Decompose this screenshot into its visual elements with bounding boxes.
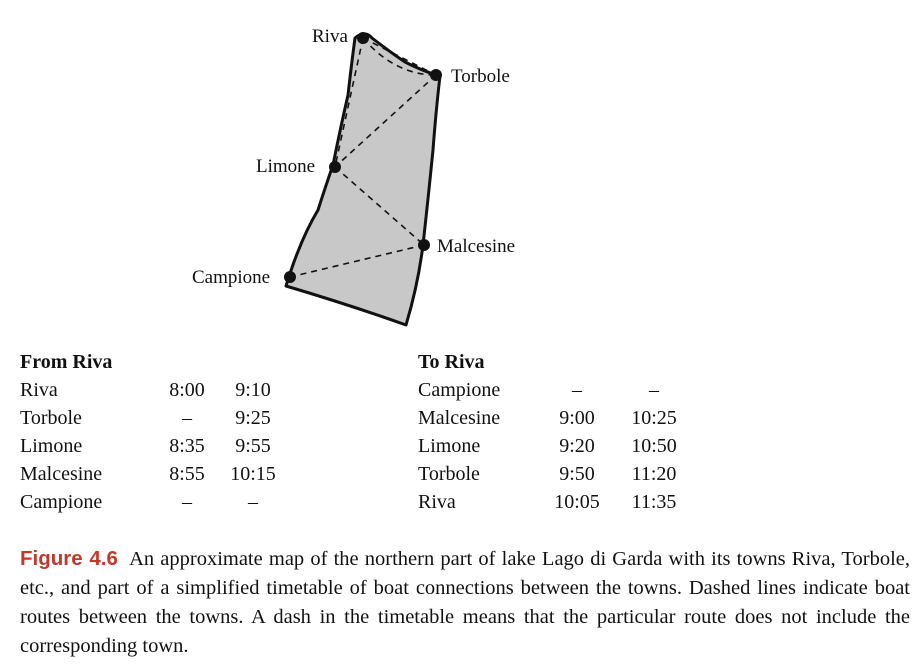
town-cell: Torbole	[20, 406, 82, 429]
campione-marker	[284, 271, 296, 283]
town-cell: Limone	[20, 434, 83, 457]
time-cell: 8:00	[169, 378, 205, 401]
time-cell: 8:35	[169, 434, 205, 457]
time-cell: 8:55	[169, 462, 205, 485]
torbole-label: Torbole	[451, 66, 510, 87]
time-cell: 9:55	[235, 434, 271, 457]
time-cell: –	[649, 378, 659, 401]
malcesine-marker	[418, 239, 430, 251]
table-row	[20, 460, 294, 488]
town-cell: Limone	[418, 434, 481, 457]
from-riva-timetable	[20, 348, 294, 516]
time-cell: 10:25	[631, 406, 677, 429]
figure-label: Figure 4.6	[20, 547, 118, 570]
to-riva-title: To Riva	[418, 350, 485, 373]
table-row	[20, 376, 294, 404]
table-row	[418, 488, 701, 516]
table-row	[20, 488, 294, 516]
table-row	[418, 404, 701, 432]
time-cell: 10:05	[554, 490, 600, 513]
time-cell: 9:25	[235, 406, 271, 429]
time-cell: –	[572, 378, 582, 401]
time-cell: 11:20	[631, 462, 677, 485]
time-cell: 11:35	[631, 490, 677, 513]
time-cell: –	[182, 406, 192, 429]
torbole-marker	[430, 69, 442, 81]
table-row	[20, 404, 294, 432]
time-cell: 9:00	[559, 406, 595, 429]
table-row	[418, 460, 701, 488]
time-cell: –	[248, 490, 258, 513]
riva-marker	[357, 32, 369, 44]
town-cell: Riva	[418, 490, 456, 513]
town-cell: Campione	[20, 490, 103, 513]
table-row	[20, 432, 294, 460]
town-cell: Malcesine	[418, 406, 501, 429]
town-cell: Torbole	[418, 462, 480, 485]
campione-label: Campione	[192, 267, 271, 288]
town-cell: Malcesine	[20, 462, 103, 485]
time-cell: 9:50	[559, 462, 595, 485]
limone-label: Limone	[256, 156, 316, 177]
time-cell: –	[182, 490, 192, 513]
time-cell: 9:10	[235, 378, 271, 401]
town-cell: Campione	[418, 378, 501, 401]
figure-caption	[20, 544, 910, 661]
time-cell: 10:50	[631, 434, 677, 457]
to-riva-timetable	[418, 348, 701, 516]
table-row	[418, 432, 701, 460]
lake-shape	[286, 34, 440, 325]
malcesine-label: Malcesine	[437, 236, 516, 257]
town-cell: Riva	[20, 378, 58, 401]
time-cell: 9:20	[559, 434, 595, 457]
limone-marker	[329, 161, 341, 173]
time-cell: 10:15	[230, 462, 276, 485]
caption-text: An approximate map of the northern part of lake Lago di Garda with its towns Riva, Torbole, etc., and part of a simplified timetable of boat connections between the towns. Dashed lines indicate boat routes between the towns. A dash in the timetable means that the particular route does not include the corresponding town.	[20, 548, 911, 657]
from-riva-title: From Riva	[20, 350, 113, 373]
riva-label: Riva	[312, 26, 348, 47]
table-row	[418, 376, 701, 404]
